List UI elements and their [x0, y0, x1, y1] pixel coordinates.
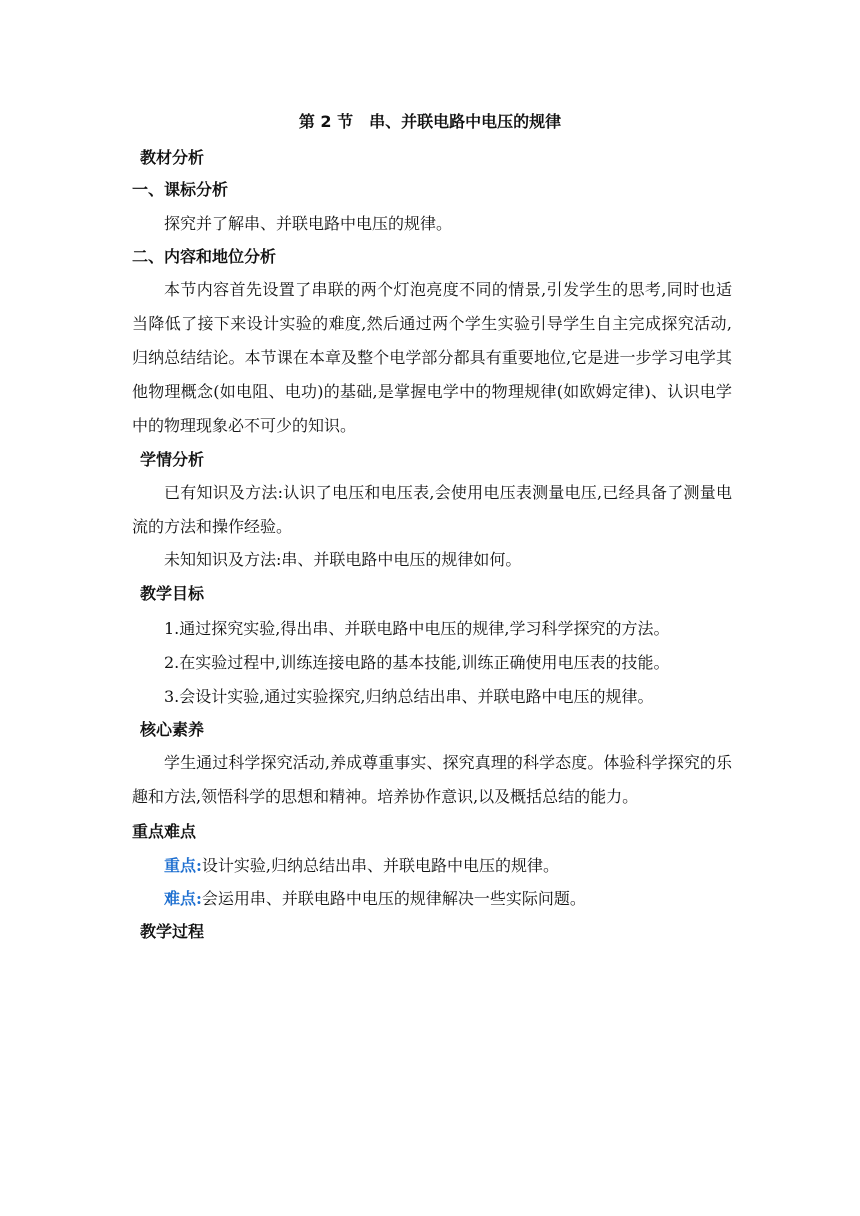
- goal-item-1: 1.通过探究实验,得出串、并联电路中电压的规律,学习科学探究的方法。: [164, 619, 670, 638]
- heading-teaching-process: 教学过程: [140, 922, 205, 941]
- heading-key-difficult: 重点难点: [132, 822, 197, 841]
- heading-content: 二、内容和地位分析: [132, 247, 277, 266]
- curriculum-text: 探究并了解串、并联电路中电压的规律。: [164, 214, 453, 233]
- goal-item-3: 3.会设计实验,通过实验探究,归纳总结出串、并联电路中电压的规律。: [164, 687, 654, 706]
- difficult-point-label: 难点:: [164, 889, 202, 908]
- key-point-line: [164, 854, 559, 878]
- key-point-label: 重点:: [164, 856, 202, 875]
- page-title: [0, 110, 860, 134]
- heading-teaching-goals: 教学目标: [140, 584, 205, 603]
- key-point-text: 设计实验,归纳总结出串、并联电路中电压的规律。: [201, 856, 560, 875]
- literacy-paragraph: 学生通过科学探究活动,养成尊重事实、探究真理的科学态度。体验科学探究的乐趣和方法,领悟科学的思想和精神。培养协作意识,以及概括总结的能力。: [132, 753, 732, 806]
- heading-learner-analysis: 学情分析: [140, 450, 205, 469]
- heading-material-analysis: 教材分析: [140, 148, 205, 167]
- learner-unknown-text: 未知知识及方法:串、并联电路中电压的规律如何。: [164, 550, 522, 569]
- section-number: 第 2 节: [298, 112, 354, 131]
- content-paragraph: 本节内容首先设置了串联的两个灯泡亮度不同的情景,引发学生的思考,同时也适当降低了接下来设计实验的难度,然后通过两个学生实验引导学生自主完成探究活动,归纳总结结论。本节课在本章及整个电学部分都具有重要地位,它是进一步学习电学其他物理概念(如电阻、电功)的基础,是掌握电学中的物理规律(如欧姆定律)、认识电学中的物理现象必不可少的知识。: [132, 280, 732, 435]
- difficult-point-text: 会运用串、并联电路中电压的规律解决一些实际问题。: [201, 889, 586, 908]
- learner-known-paragraph: 已有知识及方法:认识了电压和电压表,会使用电压表测量电压,已经具备了测量电流的方法和操作经验。: [132, 483, 732, 536]
- difficult-point-line: [164, 887, 586, 911]
- goal-item-2: 2.在实验过程中,训练连接电路的基本技能,训练正确使用电压表的技能。: [164, 653, 670, 672]
- section-title: 串、并联电路中电压的规律: [369, 112, 562, 131]
- heading-curriculum: 一、课标分析: [132, 180, 229, 199]
- heading-core-literacy: 核心素养: [140, 720, 205, 739]
